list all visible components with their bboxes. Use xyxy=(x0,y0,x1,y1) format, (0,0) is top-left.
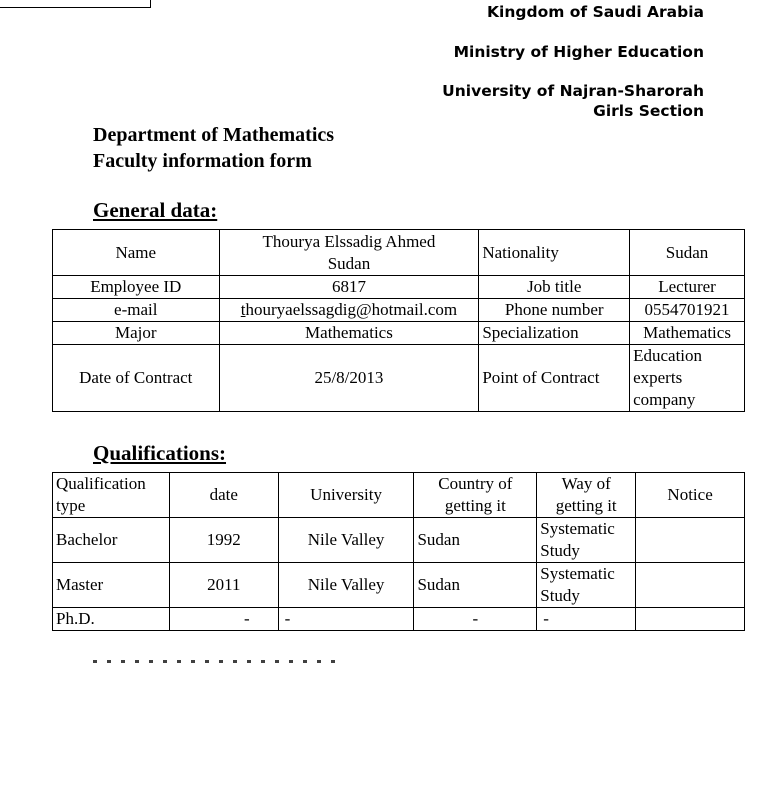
qual-way-line2: Study xyxy=(540,586,580,605)
table-row xyxy=(53,608,745,631)
header-ministry: Ministry of Higher Education xyxy=(453,43,704,61)
header-qualification-type xyxy=(53,473,170,518)
qual-date: 1992 xyxy=(169,518,278,563)
table-row xyxy=(53,299,745,322)
cut-off-text-remnant xyxy=(93,660,343,663)
employee-id-value: 6817 xyxy=(219,276,479,299)
header-country xyxy=(414,473,537,518)
department-heading xyxy=(93,122,334,174)
table-row xyxy=(53,230,745,276)
header-way-line1: Way of xyxy=(561,474,611,493)
qual-way-line1: Systematic xyxy=(540,564,615,583)
table-header-row xyxy=(53,473,745,518)
qual-notice xyxy=(636,518,745,563)
name-value-line1: Thourya Elssadig Ahmed xyxy=(262,231,436,251)
header-university: University xyxy=(278,473,414,518)
table-row xyxy=(53,345,745,412)
contract-point-value xyxy=(630,345,745,412)
nationality-value: Sudan xyxy=(630,230,745,276)
contract-point-line1: Education xyxy=(633,346,703,365)
phone-value: 0554701921 xyxy=(630,299,745,322)
contract-point-line2: experts xyxy=(633,368,683,387)
qual-university: Nile Valley xyxy=(278,563,414,608)
qualifications-table xyxy=(52,472,745,631)
specialization-value: Mathematics xyxy=(630,322,745,345)
qual-country: Sudan xyxy=(414,563,537,608)
qual-way: - xyxy=(537,608,636,631)
specialization-label: Specialization xyxy=(479,322,630,345)
employee-id-label: Employee ID xyxy=(53,276,220,299)
qual-way xyxy=(537,563,636,608)
phone-label: Phone number xyxy=(479,299,630,322)
qual-type: Ph.D. xyxy=(53,608,170,631)
header-country-line2: getting it xyxy=(444,496,506,515)
form-name: Faculty information form xyxy=(93,150,312,172)
qual-way-line2: Study xyxy=(540,541,580,560)
general-data-table xyxy=(52,229,745,412)
nationality-label: Nationality xyxy=(479,230,630,276)
contract-point-line3: company xyxy=(633,390,696,409)
qual-university: - xyxy=(278,608,414,631)
major-value: Mathematics xyxy=(219,322,479,345)
qual-notice xyxy=(636,563,745,608)
table-row xyxy=(53,563,745,608)
qual-university: Nile Valley xyxy=(278,518,414,563)
qual-date: 2011 xyxy=(169,563,278,608)
header-type-line1: Qualification xyxy=(56,474,146,493)
email-label: e-mail xyxy=(53,299,220,322)
table-row xyxy=(53,518,745,563)
qual-country: - xyxy=(414,608,537,631)
qual-way-line1: Systematic xyxy=(540,519,615,538)
header-date: date xyxy=(169,473,278,518)
header-type-line2: type xyxy=(56,496,86,515)
qual-way xyxy=(537,518,636,563)
name-value xyxy=(219,230,479,276)
qual-type: Bachelor xyxy=(53,518,170,563)
header-way xyxy=(537,473,636,518)
qual-type: Master xyxy=(53,563,170,608)
contract-point-label: Point of Contract xyxy=(479,345,630,412)
table-row xyxy=(53,322,745,345)
qual-country: Sudan xyxy=(414,518,537,563)
top-left-frame xyxy=(0,0,151,8)
header-country: Kingdom of Saudi Arabia xyxy=(487,3,704,21)
table-row xyxy=(53,276,745,299)
job-title-value: Lecturer xyxy=(630,276,745,299)
header-way-line2: getting it xyxy=(555,496,617,515)
name-label: Name xyxy=(53,230,220,276)
email-value: thouryaelssagdig@hotmail.com xyxy=(219,299,479,322)
header-notice: Notice xyxy=(636,473,745,518)
qual-date: - xyxy=(169,608,278,631)
qual-notice xyxy=(636,608,745,631)
contract-date-label: Date of Contract xyxy=(53,345,220,412)
header-section: Girls Section xyxy=(593,102,704,120)
header-university: University of Najran-Sharorah xyxy=(442,82,704,100)
department-name: Department of Mathematics xyxy=(93,124,335,146)
contract-date-value: 25/8/2013 xyxy=(219,345,479,412)
header-country-line1: Country of xyxy=(438,474,513,493)
major-label: Major xyxy=(53,322,220,345)
qualifications-title: Qualifications: xyxy=(93,441,227,465)
job-title-label: Job title xyxy=(479,276,630,299)
name-value-line2: Sudan xyxy=(327,253,371,273)
general-data-title: General data: xyxy=(93,198,218,222)
